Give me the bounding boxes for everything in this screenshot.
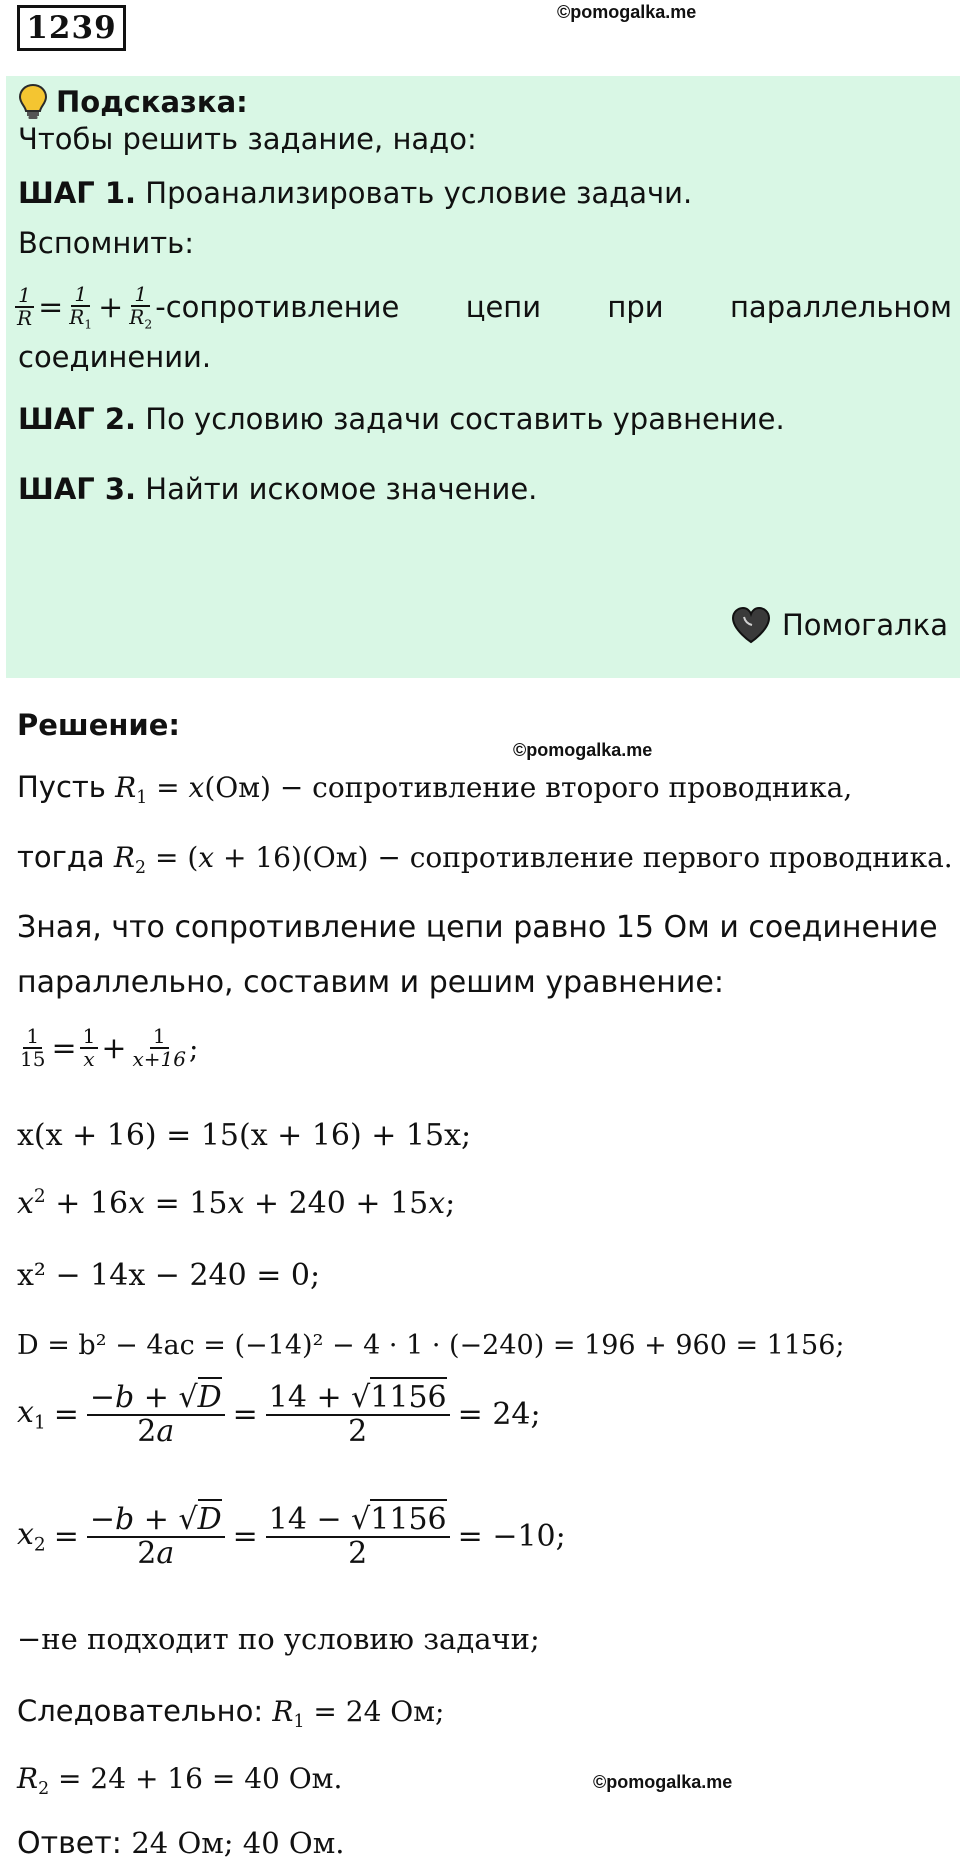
hint-step3 [18, 472, 537, 506]
step3-label: ШАГ 3. [18, 472, 137, 506]
formula-desc-3: при [607, 290, 664, 324]
brand-footer [730, 606, 948, 644]
hint-step2 [18, 402, 785, 436]
watermark-top: ©pomogalka.me [557, 2, 697, 22]
hint-step1 [18, 176, 692, 210]
formula-desc-1: -сопротивление [155, 290, 400, 324]
hint-title: Подсказка: [56, 85, 248, 119]
line2-rest: − сопротивление первого проводника. [377, 841, 953, 874]
hint-box [6, 76, 960, 678]
solution-line2: тогда $R_2 = (x + 16)(Ом)$ − сопротивление первого проводника. [17, 840, 953, 879]
heart-icon [730, 606, 772, 644]
answer-val: 24 Ом; 40 Ом. [131, 1826, 345, 1860]
parallel-formula: $\frac{1}{R}$ = $\frac{1}{R_1}$ + $\frac{1}{R_2}$ -сопротивление [17, 281, 400, 332]
solution-para1: Зная, что сопротивление цепи равно 15 Ом и соединение [17, 910, 938, 945]
line1-word: Пусть [17, 770, 106, 804]
equation-3: $x^2 + 16x = 15x + 240 + 15x$; [17, 1186, 456, 1222]
equation-fractions: $\frac{1}{15}$ = $\frac{1}{x}$ + $\frac{1}{x+16}$ ; [20, 1024, 199, 1071]
formula-desc-5: соединении. [18, 340, 212, 374]
solution-line1: Пусть $R_1 = x(Ом)$ − сопротивление второго проводника, [17, 770, 853, 809]
solution-para2: параллельно, составим и решим уравнение: [17, 965, 724, 1000]
brand-name: Помогалка [782, 608, 948, 642]
r2-val: = 24 + 16 = 40 Ом. [58, 1762, 343, 1795]
r2-line: $R_2 = 24 + 16 = 40$ Ом. [17, 1762, 343, 1800]
answer-word: Ответ: [17, 1826, 122, 1861]
x1-result: = 24; [457, 1397, 541, 1432]
line2-word: тогда [17, 840, 105, 874]
step2-text: По условию задачи составить уравнение. [145, 402, 785, 436]
hint-remember: Вспомнить: [18, 226, 194, 260]
task-number: 1239 [17, 5, 126, 51]
watermark-bottom: ©pomogalka.me [593, 1772, 733, 1792]
step1-text: Проанализировать условие задачи. [145, 176, 693, 210]
line1-rest: − сопротивление второго проводника, [279, 771, 853, 804]
reject-line: −не подходит по условию задачи; [17, 1622, 540, 1656]
root-x1: $x_1$ = $\frac{-b + √D}{2a}$ = $\frac{14 + √1156}{2}$ = 24; [17, 1382, 541, 1447]
solution-heading: Решение: [17, 708, 181, 742]
watermark-mid: ©pomogalka.me [513, 740, 653, 760]
hint-formula-line [14, 272, 952, 342]
step1-label: ШАГ 1. [18, 176, 137, 210]
conclusion-word: Следовательно: [17, 1694, 264, 1728]
conclusion-val: = 24 Ом; [313, 1695, 445, 1728]
lightbulb-icon [18, 83, 48, 121]
equation-4: x² − 14x − 240 = 0; [17, 1258, 321, 1293]
step2-label: ШАГ 2. [18, 402, 137, 436]
conclusion-line: Следовательно: $R_1 = 24$ Ом; [17, 1694, 445, 1733]
hint-intro: Чтобы решить задание, надо: [18, 122, 477, 156]
formula-desc-2: цепи [465, 290, 542, 324]
discriminant-line: D = b² − 4ac = (−14)² − 4 · 1 · (−240) = 196 + 960 = 1156; [17, 1330, 845, 1361]
formula-desc-4: параллельном [729, 290, 952, 324]
answer-line [17, 1826, 344, 1861]
step3-text: Найти искомое значение. [145, 472, 538, 506]
x2-result: = −10; [457, 1519, 566, 1554]
root-x2: $x_2$ = $\frac{-b + √D}{2a}$ = $\frac{14 - √1156}{2}$ = −10; [17, 1504, 566, 1569]
equation-2: x(x + 16) = 15(x + 16) + 15x; [17, 1118, 472, 1153]
